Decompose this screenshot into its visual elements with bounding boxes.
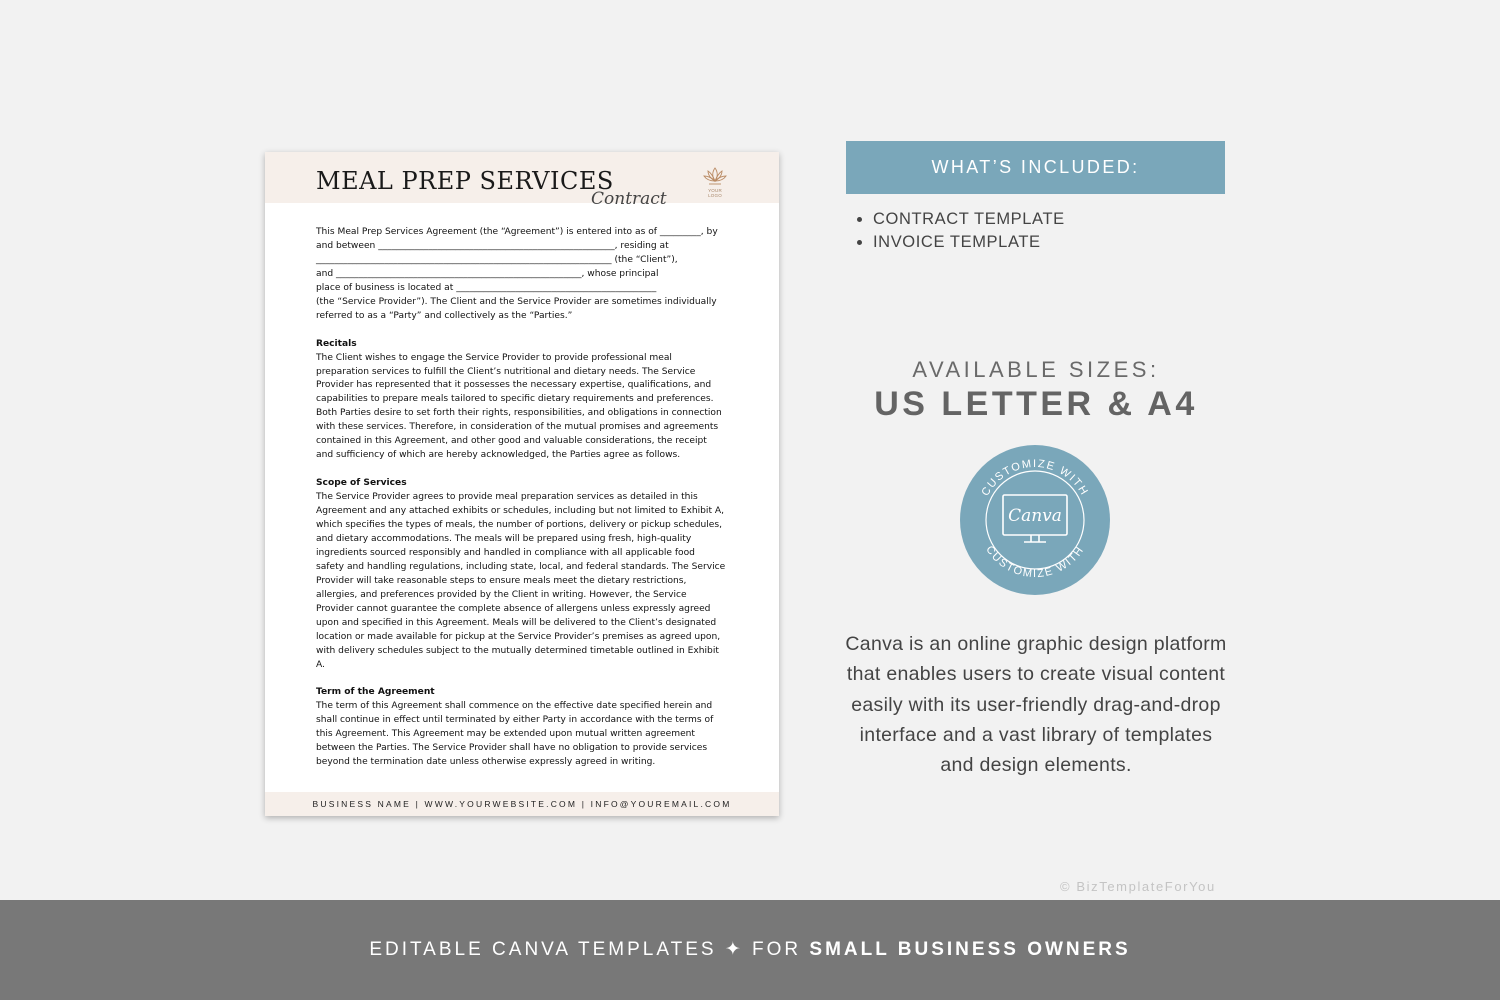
term-paragraph (316, 700, 731, 770)
list-item-label: CONTRACT TEMPLATE (873, 210, 1065, 228)
customize-with-canva-badge (960, 445, 1110, 595)
list-item-label: INVOICE TEMPLATE (873, 232, 1041, 251)
badge-ring-text-bottom: CUSTOMIZE WITH (983, 543, 1087, 581)
list-item (856, 233, 1065, 256)
paragraph-line: Agreement and any attached exhibits or schedules, including but not limited to Exhibit A, (316, 506, 725, 517)
description-line: and design elements. (940, 754, 1132, 777)
paragraph-line: safety and handling regulations, including state, local, and federal standards. The Service (316, 561, 726, 572)
bullet-icon (857, 240, 862, 245)
description-line: interface and a vast library of templates (859, 723, 1213, 746)
paragraph-line: Provider has represented that it possesses the necessary expertise, qualifications, and (316, 380, 712, 391)
paragraph-line: between the Parties. The Service Provider shall have no obligation to provide services (316, 743, 708, 754)
section-heading-recitals: Recitals (316, 338, 357, 349)
included-list (856, 210, 1065, 255)
scope-paragraph (316, 491, 731, 672)
document-header (265, 152, 779, 209)
paragraph-line: location or made available for pickup at the Service Provider’s premises as agreed upon, (316, 631, 721, 642)
logo-text: YOUR LOGO (708, 188, 722, 198)
document-footer: BUSINESS NAME | WWW.YOURWEBSITE.COM | INFO@YOUREMAIL.COM (265, 792, 779, 816)
intro-line: This Meal Prep Services Agreement (the “Agreement”) is entered into as of _________, by (316, 227, 718, 237)
paragraph-line: preparation services to fulfill the Client’s nutritional and dietary needs. The Service (316, 366, 696, 377)
copyright-watermark: © BizTemplateForYou (1060, 879, 1216, 894)
recitals-paragraph (316, 352, 731, 464)
paragraph-line: Provider will take reasonable steps to ensure meals meet the dietary restrictions, (316, 575, 687, 586)
paragraph-line: which specifies the types of meals, the number of portions, delivery or pickup schedules, (316, 519, 723, 530)
badge-ring-text-top: CUSTOMIZE WITH (979, 457, 1091, 499)
canva-description (816, 629, 1256, 780)
paragraph-line: ingredients sourced responsibly and handled in compliance with all applicable food (316, 547, 695, 558)
intro-paragraph (316, 226, 731, 324)
description-line: Canva is an online graphic design platform (845, 633, 1227, 655)
paragraph-line: this Agreement. This Agreement may be extended upon mutual written agreement (316, 729, 696, 740)
document-body (316, 226, 731, 770)
intro-line: place of business is located at ____________________________________________ (316, 282, 657, 293)
paragraph-line: capabilities to prepare meals tailored to specific dietary requirements and preferences. (316, 394, 714, 405)
banner-text (0, 900, 1500, 1000)
paragraph-line: contained in this Agreement, and other good and valuable considerations, the receipt (316, 436, 707, 447)
paragraph-line: and sufficiency of which are hereby acknowledged, the Parties agree as follows. (316, 450, 681, 461)
paragraph-line: beyond the termination date unless otherwise expressly agreed in writing. (316, 757, 656, 768)
description-line: that enables users to create visual content (846, 663, 1226, 686)
paragraph-line: Provider cannot guarantee the complete absence of allergens unless expressly agreed (316, 603, 711, 614)
paragraph-line: with these services. Therefore, in consideration of the mutual promises and agreements (316, 422, 719, 433)
paragraph-line: The Client wishes to engage the Service Provider to provide professional meal (316, 352, 672, 363)
paragraph-line: and dietary accommodations. The meals will be prepared using fresh, high-quality (316, 533, 692, 544)
logo-icon (701, 166, 729, 196)
contract-preview (265, 152, 779, 816)
paragraph-line: upon and specified in this Agreement. Meals will be delivered to the Client’s designated (316, 617, 717, 628)
list-item (856, 210, 1065, 233)
banner-text-bold: SMALL BUSINESS OWNERS (809, 939, 1131, 960)
document-title: MEAL PREP SERVICES (316, 167, 614, 195)
section-heading-term: Term of the Agreement (316, 687, 435, 698)
paragraph-line: The Service Provider agrees to provide meal preparation services as detailed in this (316, 492, 698, 503)
paragraph-line: A. (316, 659, 325, 670)
paragraph-line: allergies, and preferences provided by the Client in writing. However, the Service (316, 589, 687, 600)
section-heading-scope: Scope of Services (316, 478, 407, 489)
intro-line: and ______________________________________________________, whose principal (316, 268, 659, 279)
intro-line: (the “Service Provider”). The Client and the Service Provider are sometimes individually (316, 296, 717, 307)
document-subtitle: Contract (591, 189, 667, 209)
paragraph-line: The term of this Agreement shall commence on the effective date specified herein and (316, 701, 713, 712)
intro-line: and between ____________________________________________________, residing at (316, 240, 669, 251)
paragraph-line: shall continue in effect until terminated by either Party in accordance with the terms of (316, 715, 714, 726)
description-line: easily with its user-friendly drag-and-drop (851, 693, 1221, 716)
intro-line: _________________________________________________________________ (the “Client”), (316, 254, 678, 265)
whats-included-heading: WHAT’S INCLUDED: (846, 141, 1225, 194)
available-sizes-value: US LETTER & A4 (874, 385, 1198, 423)
bullet-icon (857, 217, 862, 222)
intro-line: referred to as a “Party” and collectively as the “Parties.” (316, 310, 573, 321)
canva-wordmark: Canva (1008, 506, 1062, 526)
banner-text-regular: EDITABLE CANVA TEMPLATES ✦ FOR (369, 939, 810, 960)
paragraph-line: with delivery schedules subject to the mutually determined timetable outlined in Exhibit (316, 645, 719, 656)
available-sizes-label: AVAILABLE SIZES: (912, 357, 1160, 382)
paragraph-line: Both Parties desire to set forth their rights, responsibilities, and obligations in connection (316, 408, 722, 419)
bottom-banner (0, 900, 1500, 1000)
